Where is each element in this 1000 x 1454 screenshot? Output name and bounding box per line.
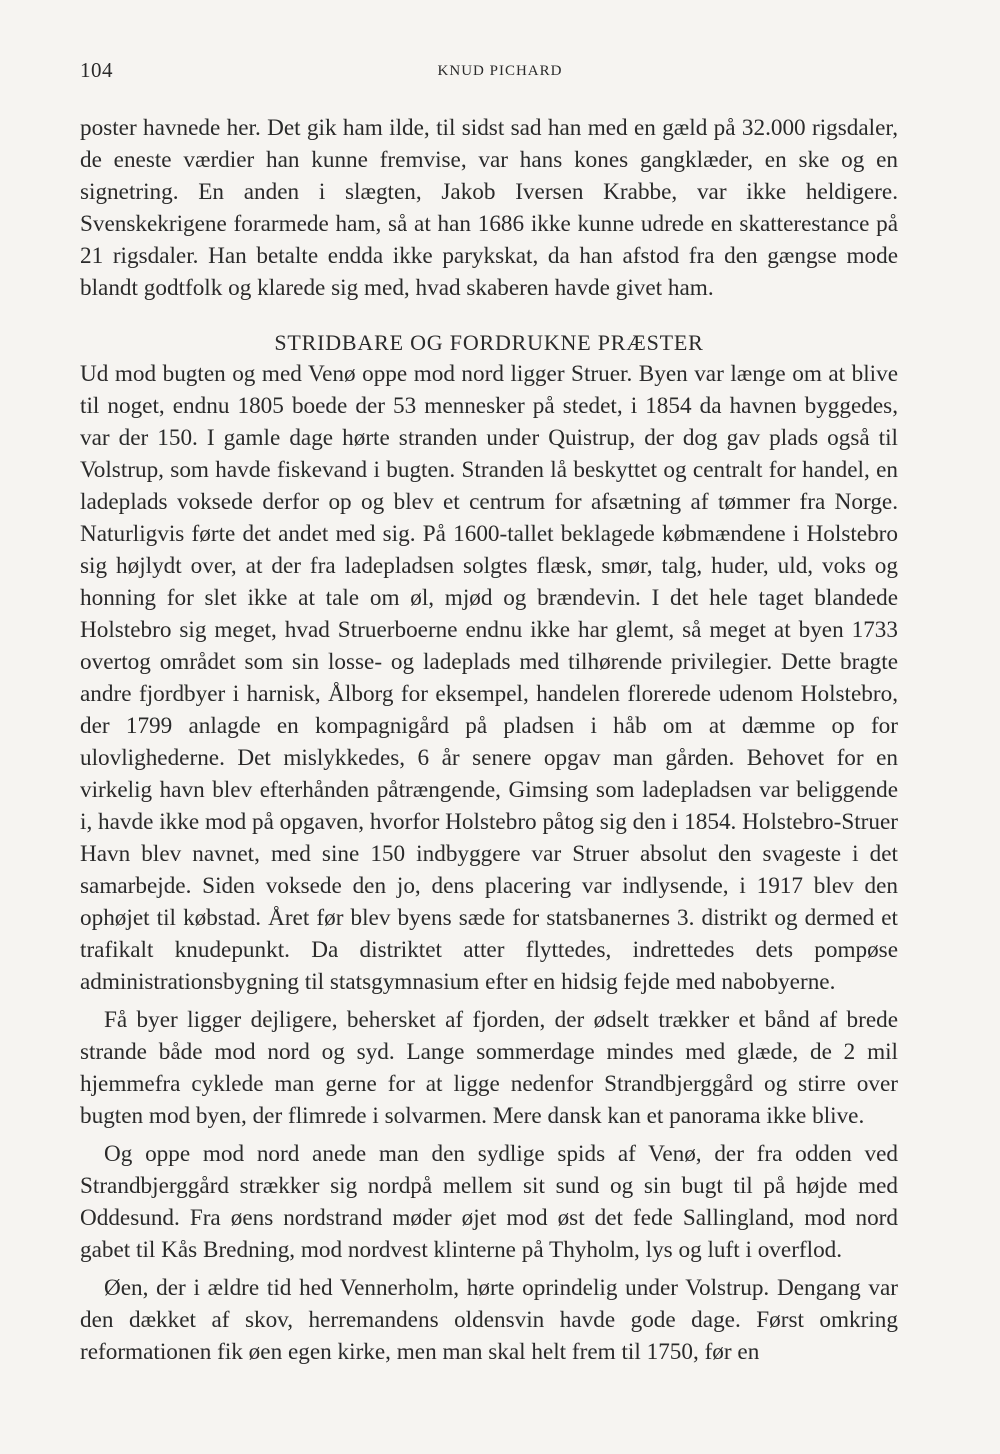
paragraph: Få byer ligger dejligere, behersket af fjorden, der ødselt trækker et bånd af brede strande både mod nord og syd. Lange sommerdage mindes med glæde, de 2 mil hjemmefra cyklede man gerne for at ligge nedenfor Strandbjerggård og stirre over bugten mod byen, der flimrede i solvarmen. Mere dansk kan et panorama ikke blive. — [80, 1007, 898, 1129]
running-title: KNUD PICHARD — [437, 63, 563, 79]
paragraph: Ud mod bugten og med Venø oppe mod nord ligger Struer. Byen var længe om at blive til noget, endnu 1805 boede der 53 mennesker på stedet, i 1854 da havnen byggedes, var der 150. I gamle dage hørte stranden under Quistrup, der dog gav plads også til Volstrup, som havde fiskevand i bugten. Stranden lå beskyttet og centralt for handel, en ladeplads voksede derfor op og blev et centrum for afsætning af tømmer fra Norge. Naturligvis førte det andet med sig. På 1600-tallet beklagede købmændene i Holstebro sig højlydt over, at der fra ladepladsen solgtes flæsk, smør, talg, huder, uld, voks og honning for slet ikke at tale om øl, mjød og brændevin. I det hele taget blandede Holstebro sig meget, hvad Struerboerne endnu ikke har glemt, så meget at byen 1733 overtog området som sin losse- og ladeplads med tilhørende privilegier. Dette bragte andre fjordbyer i harnisk, Ålborg for eksempel, handelen florerede udenom Holstebro, der 1799 anlagde en kompagnigård på pladsen i håb om at dæmme op for ulovlighederne. Det mislykkedes, 6 år senere opgav man gården. Behovet for en virkelig havn blev efterhånden påtrængende, Gimsing som ladepladsen var beliggende i, havde ikke mod på opgaven, hvorfor Holstebro påtog sig den i 1854. Holstebro-Struer Havn blev navnet, med sine 150 indbyggere var Struer absolut den svageste i det samarbejde. Siden voksede den jo, dens placering var indlysende, i 1917 blev den ophøjet til købstad. Året før blev byens sæde for statsbanernes 3. distrikt og dermed et trafikalt knudepunkt. Da distriktet atter flyttedes, indrettedes dets pompøse administrationsbygning til statsgymnasium efter en hidsig fejde med nabobyerne. — [80, 361, 898, 995]
page-number: 104 — [80, 58, 113, 82]
page-body — [80, 112, 898, 1368]
section-heading: STRIDBARE OG FORDRUKNE PRÆSTER — [274, 330, 704, 355]
paragraph: Øen, der i ældre tid hed Vennerholm, hørte oprindelig under Volstrup. Dengang var den dækket af skov, herremandens oldensvin havde gode dage. Først omkring reformationen fik øen egen kirke, men man skal helt frem til 1750, før en — [80, 1275, 898, 1365]
paragraph: poster havnede her. Det gik ham ilde, til sidst sad han med en gæld på 32.000 rigsdaler, de eneste værdier han kunne fremvise, var hans kones gangklæder, en ske og en signetring. En anden i slægten, Jakob Iversen Krabbe, var ikke heldigere. Svenskekrigene forarmede ham, så at han 1686 ikke kunne udrede en skatterestance på 21 rigsdaler. Han betalte endda ikke parykskat, da han afstod fra den gængse mode blandt godtfolk og klarede sig med, hvad skaberen havde givet ham. — [80, 115, 898, 301]
paragraph: Og oppe mod nord anede man den sydlige spids af Venø, der fra odden ved Strandbjerggård strækker sig nordpå mellem sit sund og sin bugt til på højde med Oddesund. Fra øens nordstrand møder øjet mod øst det fede Sallingland, mod nord gabet til Kås Bredning, mod nordvest klinterne på Thyholm, lys og luft i overflod. — [80, 1141, 898, 1263]
